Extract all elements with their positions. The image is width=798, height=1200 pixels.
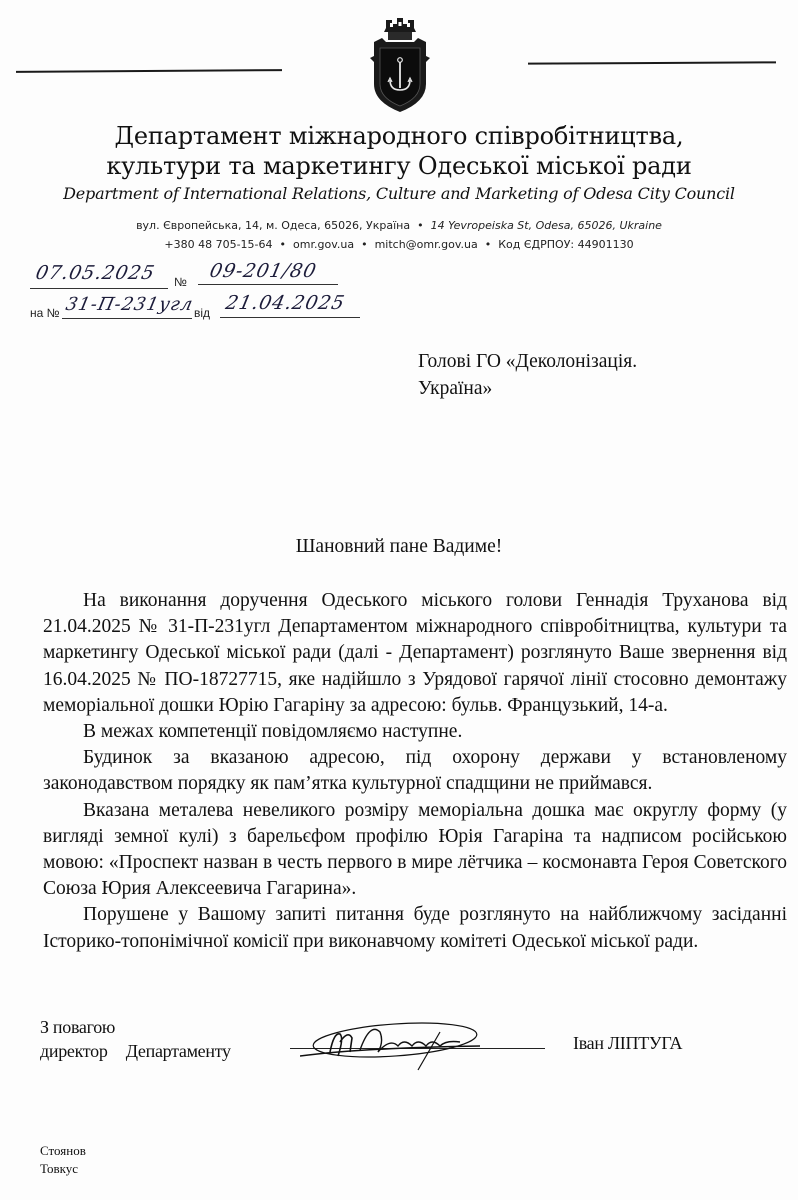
body-paragraph: Порушене у Вашому запиті питання буде розглянуто на найближчому засіданні Історико-топонімічної комісії при виконавчому комітеті Одеської міської ради. (43, 904, 787, 952)
contact-address-line (0, 219, 798, 232)
reference-date-label: від (194, 306, 211, 320)
salutation: Шановний пане Вадиме! (295, 536, 503, 557)
body-paragraph: На виконання доручення Одеського міського голови Геннадія Труханова від 21.04.2025 № 31-П-231угл Департаментом міжнародного співробітництва, культури та маркетингу Одеської міської ради (далі - Департамент) розглянуто Ваше звернення від 16.04.2025 № ПО-18727715, яке надійшло з Урядової гарячої лінії стосовно демонтажу меморіальної дошки Юрію Гагаріну за адресою: бульв. Французький, 14-а. (43, 590, 787, 716)
date-underline (30, 288, 168, 289)
separator: • (417, 219, 424, 232)
separator: • (484, 238, 492, 251)
number-label: № (174, 275, 187, 289)
position-title: директор (40, 1041, 108, 1061)
department-name-en: Department of International Relations, Culture and Marketing of Odesa City Council (63, 184, 735, 203)
odesa-coat-of-arms-icon (368, 18, 432, 114)
executors (40, 1142, 86, 1178)
reference-number: 31-П-231угл (63, 294, 196, 315)
header-rule-right (528, 61, 776, 64)
addressee (418, 348, 637, 402)
signature-block (40, 1015, 231, 1063)
reference-date: 21.04.2025 (223, 292, 348, 314)
number-underline (198, 284, 338, 285)
position-department: Департаменту (125, 1041, 231, 1061)
executor-name: Стоянов (40, 1143, 86, 1158)
reference-date-underline (220, 317, 360, 318)
address-en: 14 Yevropeiska St, Odesa, 65026, Ukraine (430, 219, 662, 232)
email: mitch@omr.gov.ua (374, 238, 478, 251)
body-paragraph: Вказана металева невеликого розміру меморіальна дошка має округлу форму (у вигляді земної кулі) з барельєфом профілю Юрія Гагаріна та надписом російською мовою: «Проспект назван в честь первого в мире лётчика – космонавта Героя Советского Союза Юрия Алексеевича Гагарина». (43, 799, 787, 900)
separator: • (279, 238, 287, 251)
separator: • (361, 238, 368, 251)
department-name-ua-line2: культури та маркетингу Одеської міської ради (106, 152, 692, 180)
edrpou-code: Код ЄДРПОУ: 44901130 (498, 238, 634, 251)
body-paragraph: Будинок за вказаною адресою, під охорону держави у встановленому законодавством порядку як пам’ятка культурної спадщини не приймався. (43, 747, 787, 795)
contact-info-line (0, 238, 798, 251)
handwritten-signature-icon (300, 1012, 520, 1072)
signatory-name: Іван ЛІПТУГА (573, 1033, 683, 1053)
executor-name: Товкус (40, 1161, 79, 1176)
letter-body (43, 588, 787, 955)
reference-number-label: на № (30, 306, 60, 320)
header-rule-left (16, 69, 282, 73)
website: omr.gov.ua (293, 238, 355, 251)
department-name-ua-line1: Департамент міжнародного співробітництва, (114, 122, 684, 150)
addressee-line1: Голові ГО «Деколонізація. (418, 351, 638, 372)
phone-number: +380 48 705-15-64 (164, 238, 273, 251)
body-paragraph: В межах компетенції повідомляємо наступне. (83, 721, 463, 743)
closing: З повагою (40, 1017, 116, 1037)
reference-number-underline (62, 318, 192, 319)
outgoing-number: 09-201/80 (207, 260, 319, 282)
outgoing-date: 07.05.2025 (33, 262, 158, 284)
addressee-line2: Україна» (418, 378, 493, 399)
address-ua: вул. Європейська, 14, м. Одеса, 65026, Україна (136, 219, 411, 232)
